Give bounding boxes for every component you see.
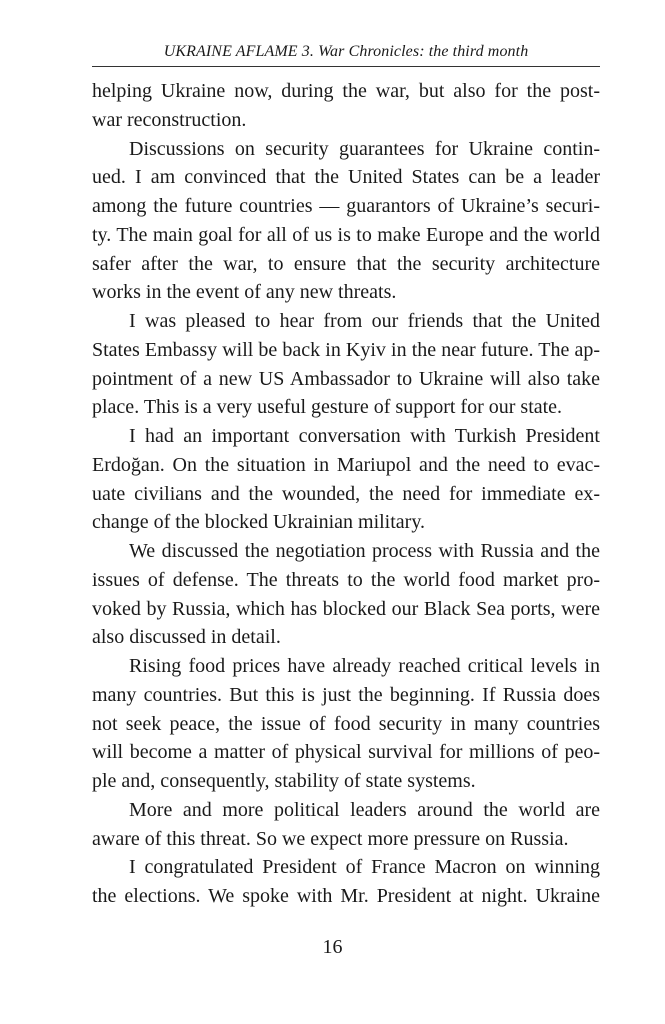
text-line: war reconstruction.: [92, 108, 247, 131]
text-line: the elections. We spoke with Mr. President at night. Ukraine: [92, 885, 600, 907]
running-header: UKRAINE AFLAME 3. War Chronicles: the third month: [163, 43, 529, 60]
text-line: pointment of a new US Ambassador to Ukraine will also take: [92, 367, 600, 390]
text-line: States Embassy will be back in Kyiv in the near future. The ap-: [92, 338, 600, 361]
paragraph: [92, 307, 600, 422]
text-line: issues of defense. The threats to the world food market pro-: [92, 568, 600, 591]
text-line: works in the event of any new threats.: [92, 281, 397, 304]
text-line: Discussions on security guarantees for Ukraine contin-: [129, 137, 600, 160]
text-line: More and more political leaders around the world are: [129, 798, 600, 821]
text-line: aware of this threat. So we expect more pressure on Russia.: [92, 827, 569, 850]
text-line: ple and, consequently, stability of state systems.: [92, 770, 476, 792]
paragraph: [92, 853, 600, 911]
paragraph: [92, 77, 600, 135]
paragraph: [92, 652, 600, 796]
text-line: uate civilians and the wounded, the need for immediate ex-: [92, 482, 600, 505]
header-rule: [92, 66, 600, 67]
text-line: will become a matter of physical survival for millions of peo-: [92, 741, 600, 764]
text-line: I had an important conversation with Turkish President: [129, 425, 600, 447]
text-line: not seek peace, the issue of food security in many countries: [92, 712, 600, 735]
text-line: ued. I am convinced that the United States can be a leader: [92, 166, 600, 189]
text-line: I was pleased to hear from our friends that the United: [129, 310, 600, 332]
text-line: among the future countries — guarantors of Ukraine’s securi-: [92, 195, 600, 217]
body-text: [92, 77, 600, 911]
text-line: change of the blocked Ukrainian military.: [92, 511, 426, 534]
paragraph: [92, 537, 600, 652]
text-line: place. This is a very useful gesture of support for our state.: [92, 396, 563, 419]
text-line: many countries. But this is just the beginning. If Russia does: [92, 683, 600, 706]
text-line: Erdoğan. On the situation in Mariupol and the need to evac-: [92, 453, 600, 476]
text-line: Rising food prices have already reached critical levels in: [129, 655, 600, 677]
paragraph: [92, 422, 600, 537]
text-line: safer after the war, to ensure that the security architecture: [92, 252, 600, 275]
paragraph: [92, 135, 600, 308]
text-line: I congratulated President of France Macron on winning: [129, 856, 600, 879]
text-line: helping Ukraine now, during the war, but also for the post-: [92, 80, 600, 102]
text-line: We discussed the negotiation process with Russia and the: [129, 540, 600, 562]
text-line: also discussed in detail.: [92, 626, 281, 649]
paragraph: [92, 796, 600, 854]
text-line: ty. The main goal for all of us is to make Europe and the world: [92, 223, 600, 246]
text-line: voked by Russia, which has blocked our Black Sea ports, were: [92, 597, 600, 620]
page-number: 16: [322, 936, 343, 958]
